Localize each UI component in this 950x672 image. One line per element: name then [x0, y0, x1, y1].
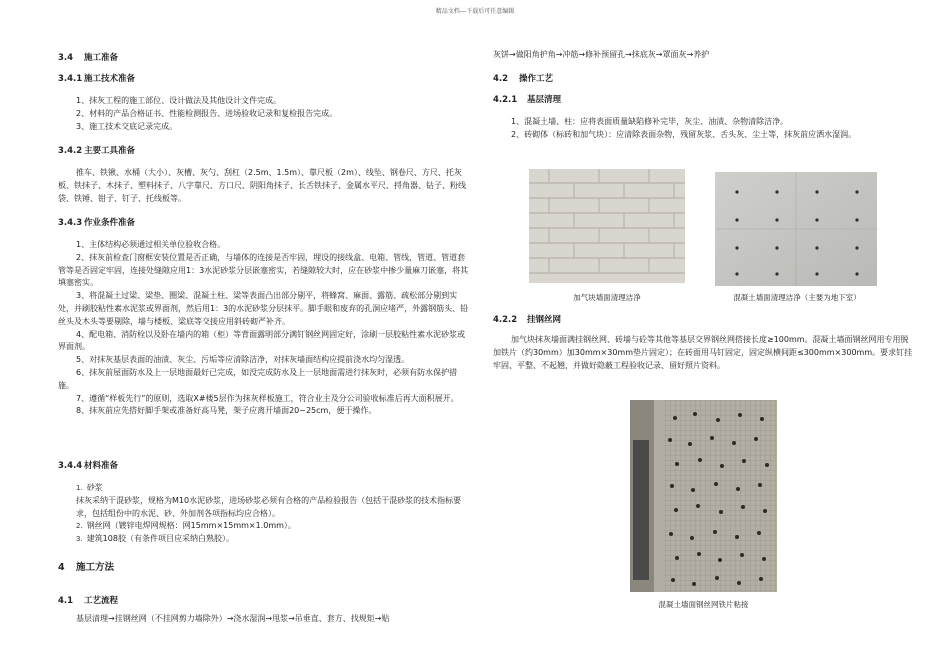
process-flow-text: 基层清理→挂钢丝网（不挂网剪力墙除外）→浇水湿润→甩浆→吊垂直、套方、找规矩→贴	[76, 614, 390, 623]
list-item: 3、将混凝土过梁、梁垫、圈梁、混凝土柱、梁等表面凸出部分剔平，将蜂窝、麻面、露筋、疏松部分剔到实处，并刷胶粘性素水泥浆或界面剂，然后用1：3的水泥砂浆分层抹平。脚手眼和废弃的孔洞应堵严，外露钢筋头、铅丝头及木头等要剔除，墙与楼板、梁底等交接应用斜砖砌严补齐。	[58, 291, 469, 326]
list-item: 8、抹灰前应先搭好脚手架或准备好高马凳，架子应离开墙面20~25cm，便于操作。	[76, 406, 377, 416]
list-item: 1. 砂浆	[76, 483, 103, 492]
heading-4-2: 4.2 操作工艺	[493, 74, 554, 84]
list-item: 3. 建筑108胶（有条件项目应采纳白熟胶）。	[76, 534, 234, 544]
base-cleaning-list	[493, 116, 915, 142]
heading-3-4: 3.4 施工准备	[58, 53, 119, 63]
list-item: 3、施工技术交底记录完成。	[76, 121, 178, 131]
wire-mesh-paragraph: 加气块抹灰墙面满挂钢丝网、砖墙与砼等其他等基层交界钢丝网搭接长度≥100mm。混凝土墙面钢丝网用专用脱加铁片（约30mm）加30mm×30mm垫片固定）；在砖面用马钉固定，固定纵横间距≤300mm×300mm。要求钉挂牢固、平整、不起翘，并做好隐蔽工程验收记录、留好照片资料。	[493, 335, 913, 370]
list-item: 2、砖砌体（标砖和加气块）：应清除表面杂物，残留灰浆、舌头灰、尘土等，抹灰前应洒水湿润。	[511, 129, 857, 139]
process-flow-continued: 灰饼→做阳角护角→冲筋→修补预留孔→抹底灰→罩面灰→养护	[493, 50, 710, 59]
tech-prep-list	[76, 95, 470, 133]
aerated-block-wall-photo	[529, 169, 685, 283]
heading-3-4-1: 3.4.1 施工技术准备	[58, 74, 136, 84]
list-item: 7、遵循“样板先行”的原则，选取X#楼5层作为抹灰样板施工，符合业主及分公司验收标准后再大面积展开。	[76, 393, 459, 403]
list-item: 5、对抹灰基层表面的油渍、灰尘、污垢等应清除洁净，对抹灰墙面结构应提前浇水均匀湿透。	[76, 355, 410, 365]
header-note: 精品文档---下载后可任意编辑	[435, 8, 515, 15]
list-item: 4、配电箱、消防栓以及卧在墙内的箱（柜）等背面露明部分满钉钢丝网固定好，涂刷一层胶粘性素水泥砂浆或界面剂。	[58, 329, 466, 352]
list-item: 抹灰采纳干混砂浆，规格为M10水泥砂浆，进场砂浆必须有合格的产品检验报告（包括干混砂浆的技术指标要求，包括组份中的水泥、砂、外加剂各项指标均应合格）。	[76, 495, 462, 518]
work-conditions-list	[58, 239, 470, 418]
materials-list	[76, 482, 470, 546]
list-item: 2、抹灰前检查门窗框安装位置是否正确，与墙体的连接是否牢固，埋设的接线盒、电箱、管线，管道、管道套管等是否固定牢固，连接处缝隙应用1：3水泥砂浆分层嵌塞密实，若缝隙较大时，应在砂浆中掺少量麻刀嵌塞，将其填塞密实。	[58, 252, 469, 288]
heading-3-4-4: 3.4.4 材料准备	[58, 461, 119, 471]
heading-4-2-1: 4.2.1 基层清理	[493, 95, 562, 105]
photo2-caption: 混凝土墙面清理洁净（主要为地下室）	[733, 293, 861, 302]
list-item: 2. 钢丝网（镀锌电焊网规格：网15mm×15mm×1.0mm）。	[76, 521, 296, 531]
list-item: 1、主体结构必须通过相关单位验收合格。	[76, 240, 226, 249]
concrete-wall-photo	[715, 172, 877, 286]
list-item: 2、材料的产品合格证书、性能检测报告、进场验收记录和复检报告完成。	[76, 108, 338, 118]
heading-4: 4 施工方法	[58, 562, 115, 573]
list-item: 1、混凝土墙、柱：应将表面质量缺陷修补完毕，灰尘、油渍、杂物清除洁净。	[511, 117, 789, 126]
heading-3-4-2: 3.4.2 主要工具准备	[58, 146, 136, 156]
heading-4-2-2: 4.2.2 挂钢丝网	[493, 315, 562, 325]
heading-3-4-3: 3.4.3 作业条件准备	[58, 218, 136, 228]
wire-mesh-wall-photo	[630, 400, 777, 592]
photo3-caption: 混凝土墙面钢丝网铁片粘接	[658, 600, 749, 609]
photo1-caption: 加气块墙面清理洁净	[573, 293, 641, 302]
list-item: 6、抹灰前屋面防水及上一层地面最好已完成，如没完成防水及上一层地面需进行抹灰时，必须有防水保护措施。	[58, 367, 458, 390]
heading-4-1: 4.1 工艺流程	[58, 596, 119, 606]
list-item: 1、抹灰工程的施工部位、设计做法及其他设计文件完成。	[76, 96, 282, 105]
tools-paragraph: 推车、铁锹、水桶（大小）、灰槽、灰勺、刮杠（2.5m、1.5m）、靠尺板（2m）、线坠、钢卷尺、方尺、托灰板、铁抹子、木抹子、塑料抹子、八字靠尺、方口尺、阴阳角抹子、长舌铁抹子、金属水平尺、捋角器、钻子、粉线袋、铁锤、钳子、钉子、托线板等。	[58, 168, 466, 203]
